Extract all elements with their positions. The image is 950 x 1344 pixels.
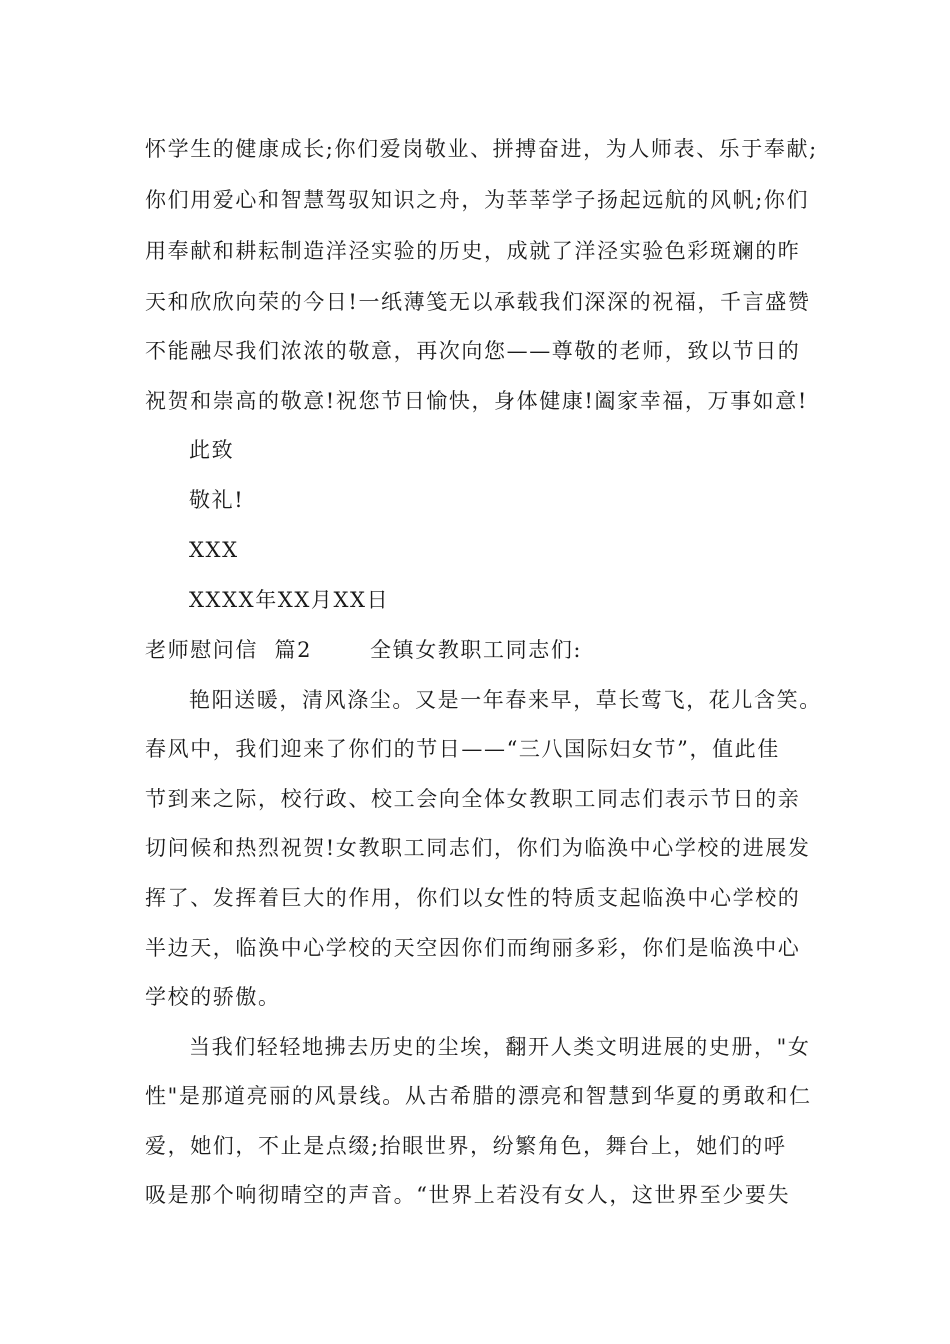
letter-closing: 此致	[189, 438, 235, 462]
text-line: 怀学生的健康成长;你们爱岗敬业、拼搏奋进，为人师表、乐于奉献;	[145, 137, 818, 161]
text-line: 挥了、发挥着巨大的作用，你们以女性的特质支起临涣中心学校的	[145, 886, 801, 910]
text-line: 当我们轻轻地拂去历史的尘埃，翻开人类文明进展的史册，"女	[189, 1035, 811, 1059]
text-line: 春风中，我们迎来了你们的节日——“三八国际妇女节”，值此佳	[145, 737, 780, 761]
text-line: 性"是那道亮丽的风景线。从古希腊的漂亮和智慧到华夏的勇敢和仁	[145, 1084, 812, 1108]
text-line: 祝贺和崇高的敬意!祝您节日愉快，身体健康!阖家幸福，万事如意!	[145, 389, 808, 413]
text-line: 切问候和热烈祝贺!女教职工同志们，你们为临涣中心学校的进展发	[145, 836, 811, 860]
letter-date: XXXX年XX月XX日	[189, 588, 390, 612]
text-line: 你们用爱心和智慧驾驭知识之舟，为莘莘学子扬起远航的风帆;你们	[145, 188, 810, 212]
text-line: 不能融尽我们浓浓的敬意，再次向您——尊敬的老师，致以节日的	[145, 339, 801, 363]
letter-signature: XXX	[189, 538, 239, 562]
text-line: 用奉献和耕耘制造洋泾实验的历史，成就了洋泾实验色彩斑斓的昨	[145, 239, 801, 263]
section-heading: 老师慰问信 篇2 全镇女教职工同志们:	[145, 638, 583, 662]
text-line: 学校的骄傲。	[145, 985, 281, 1009]
text-line: 半边天，临涣中心学校的天空因你们而绚丽多彩，你们是临涣中心	[145, 936, 801, 960]
text-line: 爱，她们，不止是点缀;抬眼世界，纷繁角色，舞台上，她们的呼	[145, 1134, 787, 1158]
text-line: 艳阳送暖，清风涤尘。又是一年春来早，草长莺飞，花儿含笑。	[189, 688, 822, 712]
text-line: 节到来之际，校行政、校工会向全体女教职工同志们表示节日的亲	[145, 787, 801, 811]
text-line: 吸是那个响彻晴空的声音。“世界上若没有女人，这世界至少要失	[145, 1183, 791, 1207]
text-line: 天和欣欣向荣的今日!一纸薄笺无以承载我们深深的祝福，千言盛赞	[145, 290, 811, 314]
letter-salute: 敬礼!	[189, 488, 245, 512]
